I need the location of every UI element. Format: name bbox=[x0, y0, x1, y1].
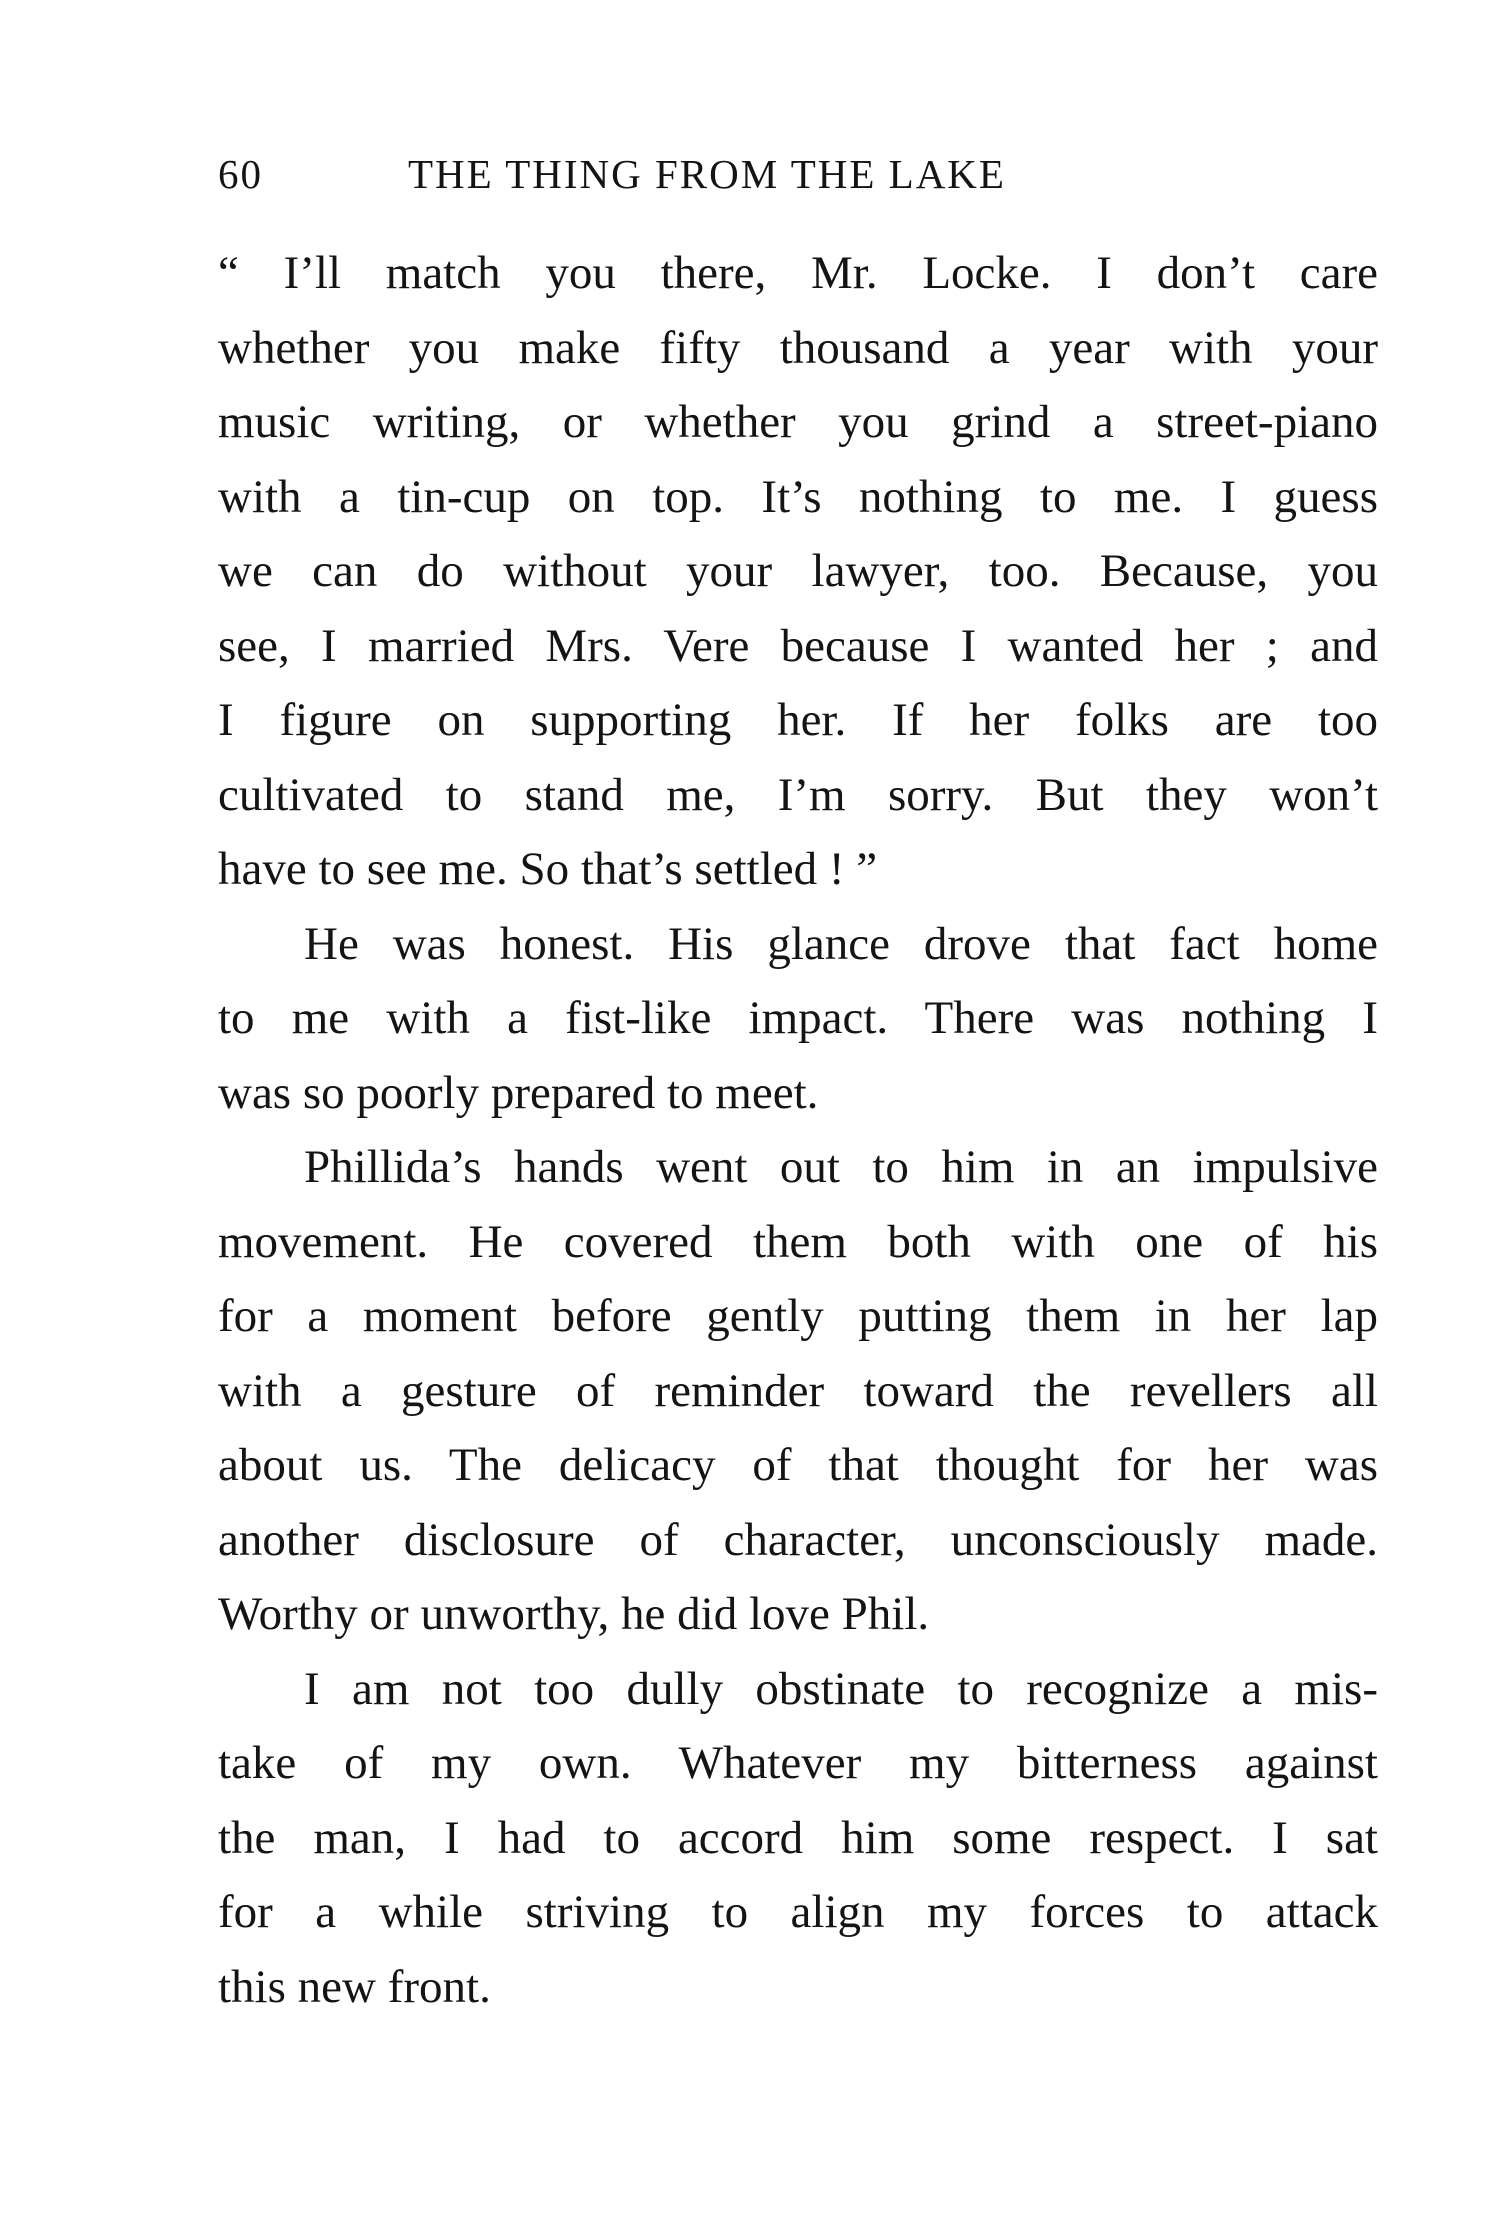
text-line: take of my own. Whatever my bitterness against bbox=[218, 1737, 1378, 1789]
text-line: to me with a fist-like impact. There was nothing I bbox=[218, 992, 1378, 1044]
text-line: I figure on supporting her. If her folks are too bbox=[218, 694, 1378, 746]
text-line: was so poorly prepared to meet. bbox=[218, 1066, 819, 1119]
body-text bbox=[218, 236, 1378, 2024]
text-line: Worthy or unworthy, he did love Phil. bbox=[218, 1588, 930, 1640]
text-line: we can do without your lawyer, too. Because, you bbox=[218, 545, 1378, 597]
text-line: He was honest. His glance drove that fact home bbox=[304, 917, 1378, 970]
text-line: cultivated to stand me, I’m sorry. But they won’t bbox=[218, 768, 1378, 821]
text-line: for a while striving to align my forces to attack bbox=[218, 1886, 1378, 1938]
page-number: 60 bbox=[218, 151, 263, 197]
text-line: with a tin-cup on top. It’s nothing to me. I guess bbox=[218, 470, 1378, 523]
text-line: this new front. bbox=[218, 1960, 491, 2013]
text-line: I am not too dully obstinate to recognize a mis- bbox=[304, 1662, 1378, 1715]
text-line: another disclosure of character, unconsciously made. bbox=[218, 1513, 1378, 1566]
text-line: for a moment before gently putting them in her lap bbox=[218, 1290, 1378, 1342]
text-line: have to see me. So that’s settled ! ” bbox=[218, 843, 878, 895]
text-line: with a gesture of reminder toward the revellers all bbox=[218, 1364, 1378, 1417]
text-line: music writing, or whether you grind a street-piano bbox=[218, 396, 1378, 448]
running-head bbox=[218, 148, 1378, 200]
running-title: THE THING FROM THE LAKE bbox=[408, 151, 1006, 197]
text-line: the man, I had to accord him some respect. I sat bbox=[218, 1811, 1378, 1864]
text-line: “ I’ll match you there, Mr. Locke. I don’t care bbox=[218, 247, 1378, 299]
text-line: whether you make fifty thousand a year with your bbox=[218, 321, 1378, 374]
text-line: see, I married Mrs. Vere because I wanted her ; and bbox=[218, 619, 1378, 672]
text-line: Phillida’s hands went out to him in an impulsive bbox=[304, 1141, 1378, 1193]
text-line: about us. The delicacy of that thought for her was bbox=[218, 1439, 1378, 1491]
text-line: movement. He covered them both with one of his bbox=[218, 1215, 1378, 1268]
